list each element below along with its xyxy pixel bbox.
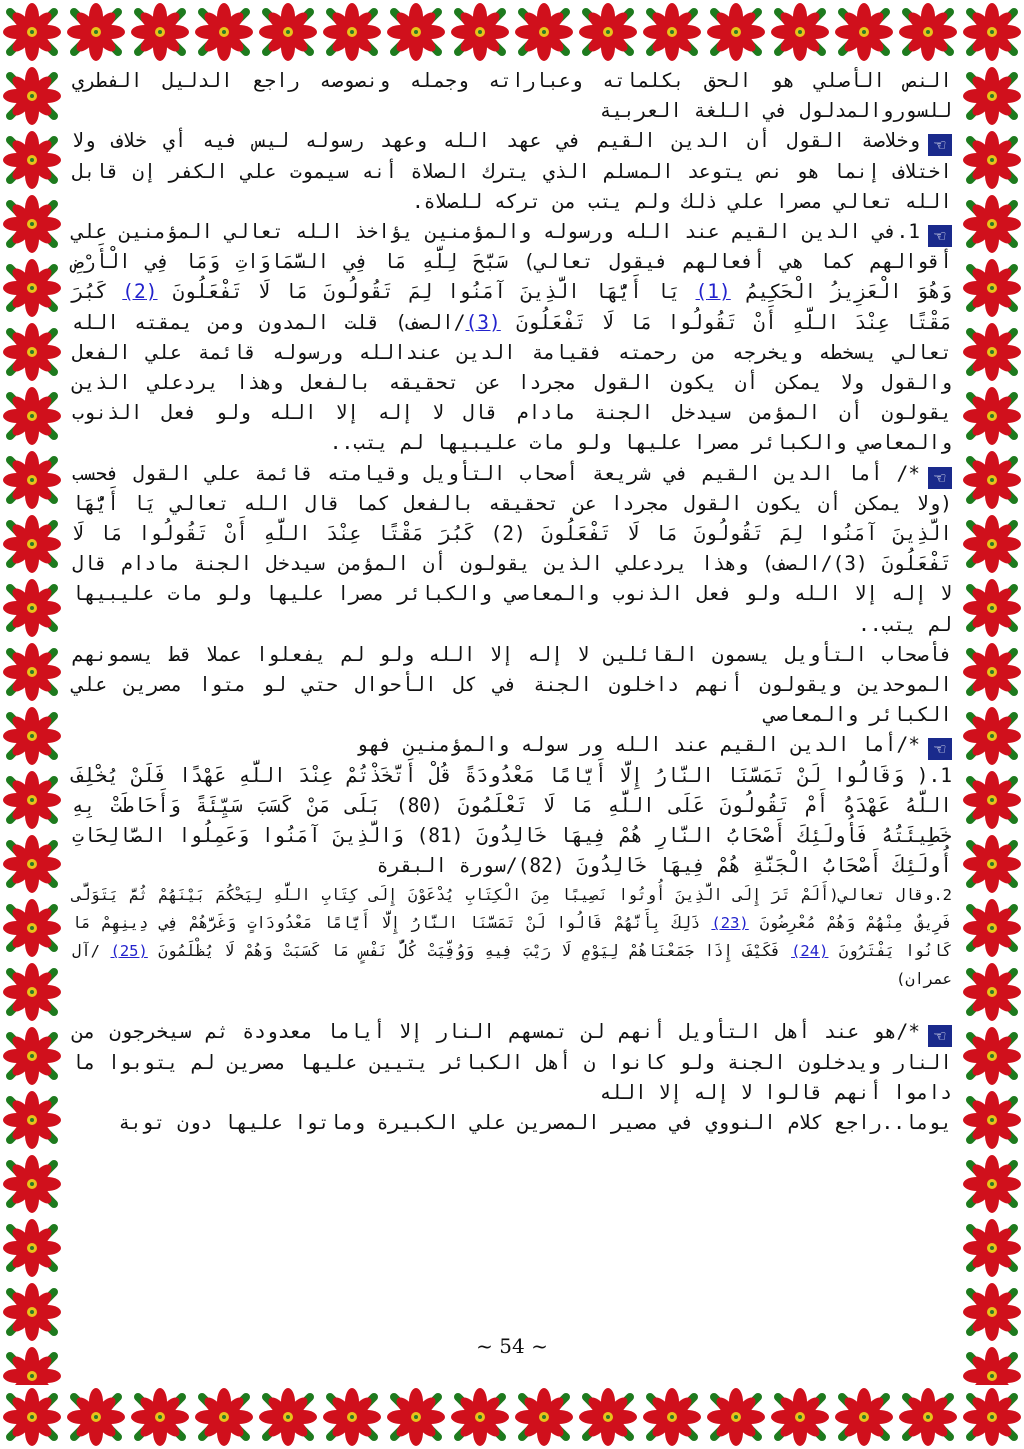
poinsettia-border-bottom [0,1385,1024,1449]
poinsettia-border-right [960,64,1024,1385]
footnote-link-1[interactable]: (1) [695,280,731,304]
paragraph: فأصحاب التأويل يسمون القائلين لا إله إلا الله ولو لم يفعلوا عملا قط يسمونهم الموحدين ويقولون أنهم داخلون الجنة في كل الأحوال حتي لو متوا مصرين علي الكبائر والمعاصي [72,642,952,727]
paragraph: ☜وخلاصة القول أن الدين القيم في عهد الله وعهد رسوله ليس فيه أي خلاف ولا اختلاف إنما هو نص يتوعد المسلم الذي يترك الصلاة أنه سيموت علي الكفر إن قابل الله تعالي مصرا علي ذلك ولم يتب من تركه للصلاة. [72,129,952,213]
border-bottom [0,1385,1024,1449]
pointing-hand-icon: ☜ [928,134,952,156]
pointing-hand-icon: ☜ [928,225,952,247]
footnote-link-2[interactable]: (2) [122,280,158,304]
page-number: ~ 54 ~ [476,1334,548,1358]
paragraph: ☜*/هو عند أهل التأويل أنهم لن تمسهم النار إلا أياما معدودة ثم سيخرجون من النار ويدخلون الجنة ولو كانوا ن أهل الكبائر يتيين عليها مصرين لم يتوبوا ما داموا أنهم قالوا لا إله إلا الله [72,1020,952,1104]
border-top [0,0,1024,64]
paragraph: ☜*/أما الدين القيم عند الله ور سوله والمؤمنين فهو [72,730,952,760]
paragraph: يوما..راجع كلام النووي في مصير المصرين علي الكبيرة وماتوا عليها دون توبة [118,1111,952,1135]
footnote-link-3[interactable]: (3) [465,310,501,334]
footnote-link-23[interactable]: (23) [711,914,749,933]
paragraph: النص الأصلي هو الحق بكلماته وعباراته وجمله ونصوصه راجع الدليل الفطري للسوروالمدلول في اللغة العربية [72,69,952,123]
footnote-link-24[interactable]: (24) [791,942,829,961]
page-body [72,66,952,1366]
paragraph: 1.( وَقَالُوا لَنْ تَمَسَّنَا النَّارُ إِلَّا أَيَّامًا مَعْدُودَةً قُلْ أَتَّخَذْتُمْ عِنْدَ اللَّهِ عَهْدًا فَلَنْ يُخْلِفَ اللَّهُ عَهْدَهُ أَمْ تَقُولُونَ عَلَى اللَّهِ مَا لَا تَعْلَمُونَ (80) بَلَى مَنْ كَسَبَ سَيِّئَةً وَأَحَاطَتْ بِهِ خَطِيئَتُهُ فَأُولَئِكَ أَصْحَابُ النَّارِ هُمْ فِيهَا خَالِدُونَ (81) وَالَّذِينَ آمَنُوا وَعَمِلُوا الصَّالِحَاتِ أُولَئِكَ أَصْحَابُ الْجَنَّةِ هُمْ فِيهَا خَالِدُونَ (82)/سورة البقرة [72,763,952,878]
paragraph: ☜1.في الدين القيم عند الله ورسوله والمؤمنين يؤاخذ الله تعالي المؤمنين علي أقوالهم كما هي أفعالهم فيقول تعالي) سَبَّحَ لِلَّهِ مَا فِي السَّمَاوَاتِ وَمَا فِي الْأَرْضِ وَهُوَ الْعَزِيزُ الْحَكِيمُ (1) يَا أَيُّهَا الَّذِينَ آمَنُوا لِمَ تَقُولُونَ مَا لَا تَفْعَلُونَ (2) كَبُرَ مَقْتًا عِنْدَ اللَّهِ أَنْ تَقُولُوا مَا لَا تَفْعَلُونَ (3)/الصف) قلت المدون ومن يمقته الله تعالي يسخطه ويخرجه من رحمته فقيامة الدين عندالله ورسوله قائمة علي الفعل والقول ولا يمكن أن يكون القول مجردا عن تحقيقه بالفعل وهذا يردعلي الذين يقولون أن المؤمن سيدخل الجنة مادام قال لا إله إلا الله ولو فعل الذنوب والمعاصي والكبائر مصرا عليها ولو مات عليبيها لم يتب.. [72,220,953,455]
paragraph: ☜*/ أما الدين القيم في شريعة أصحاب التأويل وقيامته قائمة علي القول فحسب (ولا يمكن أن يكون القول مجردا عن تحقيقه بالفعل كما قال الله تعالي يَا أَيُّهَا الَّذِينَ آمَنُوا لِمَ تَقُولُونَ مَا لَا تَفْعَلُونَ (2) كَبُرَ مَقْتًا عِنْدَ اللَّهِ أَنْ تَقُولُوا مَا لَا تَفْعَلُونَ (3)/الصف) وهذا يردعلي الذين يقولون أن المؤمن سيدخل الجنة مادام قال لا إله إلا الله ولو فعل الذنوب والمعاصي والكبائر مصرا عليها ولو مات عليبيها لم يتب.. [72,461,953,636]
paragraph: 2.وقال تعالي(أَلَمْ تَرَ إِلَى الَّذِينَ أُوتُوا نَصِيبًا مِنَ الْكِتَابِ يُدْعَوْنَ إِلَى كِتَابِ اللَّهِ لِيَحْكُمَ بَيْنَهُمْ ثُمَّ يَتَوَلَّى فَرِيقٌ مِنْهُمْ وَهُمْ مُعْرِضُونَ (23) ذَلِكَ بِأَنَّهُمْ قَالُوا لَنْ تَمَسَّنَا النَّارُ إِلَّا أَيَّامًا مَعْدُودَاتٍ وَغَرَّهُمْ فِي دِينِهِمْ مَا كَانُوا يَفْتَرُونَ (24) فَكَيْفَ إِذَا جَمَعْنَاهُمْ لِيَوْمٍ لَا رَيْبَ فِيهِ وَوُفِّيَتْ كُلُّ نَفْسٍ مَا كَسَبَتْ وَهُمْ لَا يُظْلَمُونَ (25) /آل عمران) [72,886,952,989]
pointing-hand-icon: ☜ [928,738,952,760]
pointing-hand-icon: ☜ [928,467,952,489]
footnote-link-25[interactable]: (25) [110,942,148,961]
poinsettia-border-top [0,0,1024,64]
border-right [960,64,1024,1385]
pointing-hand-icon: ☜ [928,1025,952,1047]
border-left [0,64,64,1385]
poinsettia-border-left [0,64,64,1385]
